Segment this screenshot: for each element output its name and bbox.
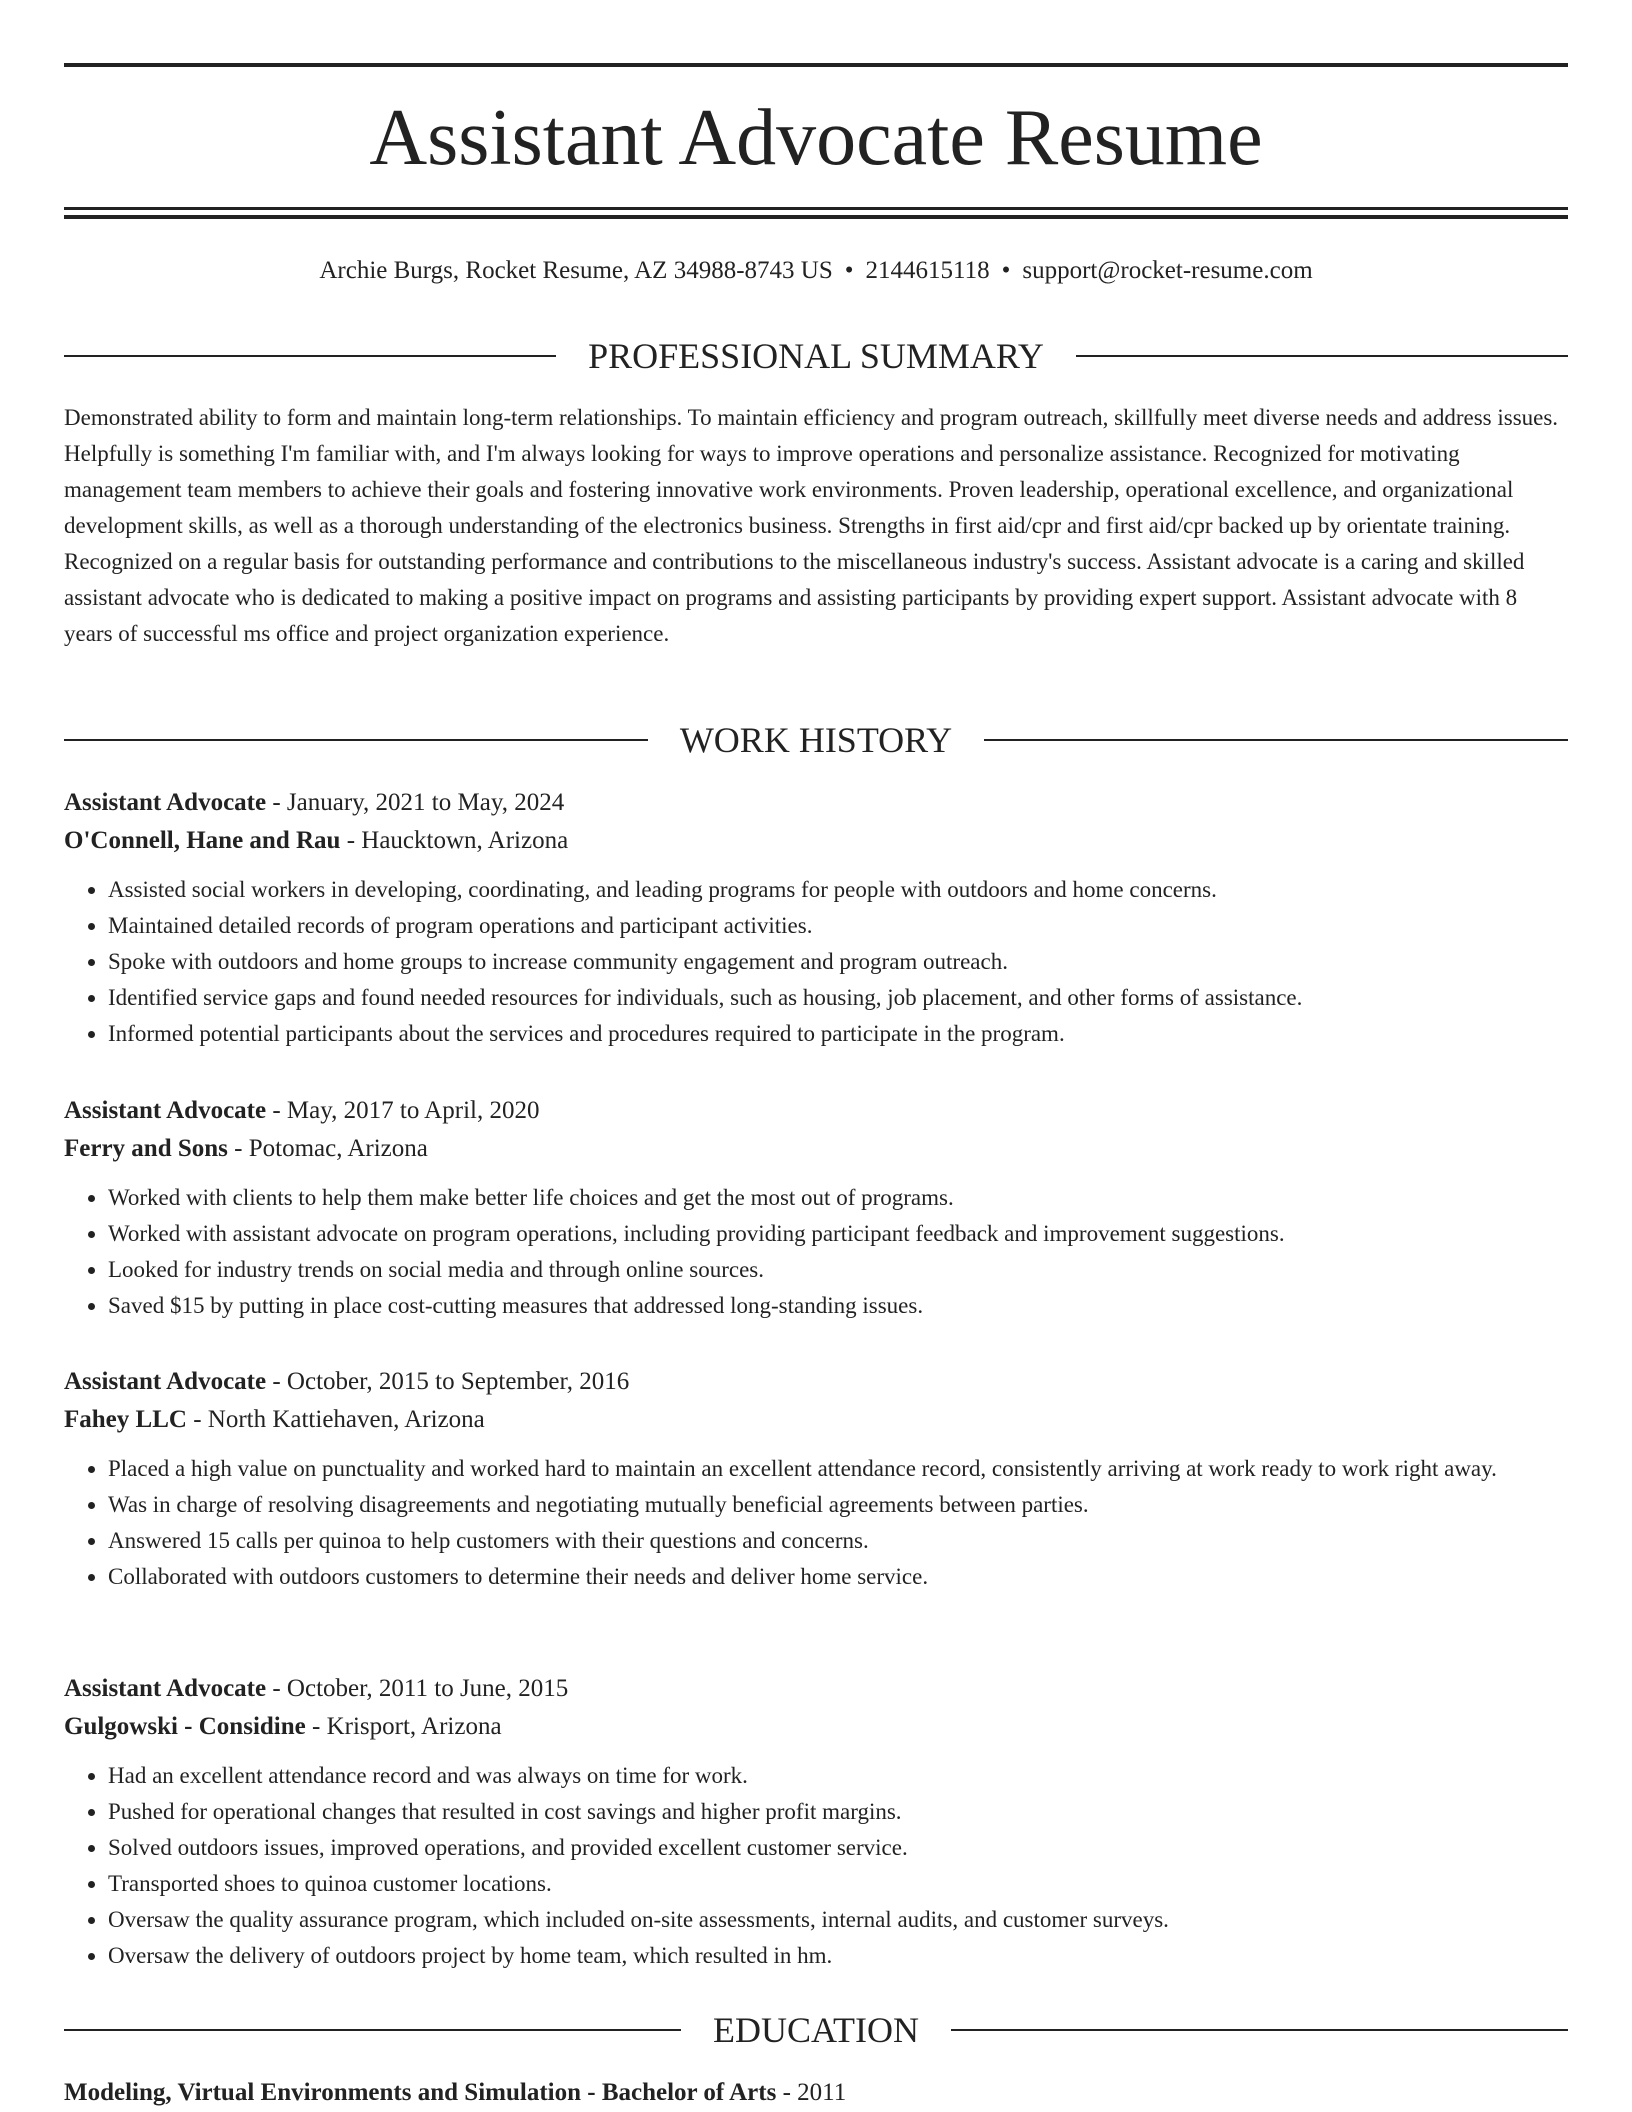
job-entry — [64, 1363, 1568, 1595]
job-location: - Krisport, Arizona — [305, 1713, 502, 1740]
job-entry — [64, 784, 1568, 1052]
section-heading-work — [64, 718, 1568, 762]
list-item: • Saved $15 by putting in place cost-cutting measures that addressed long-standing issues. — [108, 1288, 1568, 1324]
job-entry — [64, 1092, 1568, 1324]
list-item: • Identified service gaps and found needed resources for individuals, such as housing, job placement, and other forms of assistance. — [108, 980, 1568, 1016]
job-dates: - January, 2021 to May, 2024 — [266, 789, 565, 816]
list-item: • Transported shoes to quinoa customer locations. — [108, 1866, 1568, 1902]
education-year: - 2011 — [776, 2079, 847, 2106]
job-company: Gulgowski - Considine — [64, 1713, 306, 1740]
list-item: • Was in charge of resolving disagreements and negotiating mutually beneficial agreements between parties. — [108, 1487, 1568, 1523]
heading-rule-right — [951, 2029, 1568, 2031]
list-item: • Placed a high value on punctuality and worked hard to maintain an excellent attendance record, consistently arriving at work ready to work right away. — [108, 1451, 1568, 1487]
section-heading-summary — [64, 334, 1568, 378]
education-entry — [64, 2074, 1568, 2112]
list-item: • Worked with clients to help them make better life choices and get the most out of programs. — [108, 1180, 1568, 1216]
contact-phone: 2144615118 — [865, 257, 990, 284]
list-item: • Had an excellent attendance record and was always on time for work. — [108, 1758, 1568, 1794]
job-bullets — [64, 1758, 1568, 1974]
section-heading-education — [64, 2008, 1568, 2052]
education-degree: Modeling, Virtual Environments and Simulation - Bachelor of Arts — [64, 2079, 777, 2106]
job-location: - Potomac, Arizona — [227, 1135, 428, 1162]
list-item: • Pushed for operational changes that resulted in cost savings and higher profit margins. — [108, 1794, 1568, 1830]
list-item: • Spoke with outdoors and home groups to increase community engagement and program outreach. — [108, 944, 1568, 980]
job-bullets — [64, 1451, 1568, 1595]
list-item: • Collaborated with outdoors customers to determine their needs and deliver home service. — [108, 1559, 1568, 1595]
list-item: • Looked for industry trends on social media and through online sources. — [108, 1252, 1568, 1288]
heading-rule-right — [1076, 355, 1568, 357]
job-company-line — [64, 822, 1568, 860]
list-item: • Maintained detailed records of program operations and participant activities. — [108, 908, 1568, 944]
page-title: Assistant Advocate Resume — [369, 94, 1263, 182]
heading-rule-left — [64, 739, 648, 741]
heading-rule-left — [64, 2029, 681, 2031]
list-item: • Solved outdoors issues, improved operations, and provided excellent customer service. — [108, 1830, 1568, 1866]
job-bullets — [64, 1180, 1568, 1324]
list-item: • Worked with assistant advocate on program operations, including providing participant feedback and improvement suggestions. — [108, 1216, 1568, 1252]
job-company: Ferry and Sons — [64, 1135, 228, 1162]
top-rule — [64, 63, 1568, 67]
job-role-line — [64, 1363, 1568, 1401]
list-item: • Oversaw the quality assurance program, which included on-site assessments, internal audits, and customer surveys. — [108, 1902, 1568, 1938]
job-role-line — [64, 1092, 1568, 1130]
job-dates: - May, 2017 to April, 2020 — [266, 1097, 540, 1124]
job-title: Assistant Advocate — [64, 789, 267, 816]
job-location: - Haucktown, Arizona — [340, 827, 569, 854]
contact-email: support@rocket-resume.com — [1022, 257, 1313, 284]
job-dates: - October, 2011 to June, 2015 — [266, 1675, 569, 1702]
section-heading-label: EDUCATION — [713, 2010, 919, 2050]
list-item: • Oversaw the delivery of outdoors project by home team, which resulted in hm. — [108, 1938, 1568, 1974]
section-heading-label: WORK HISTORY — [679, 720, 953, 760]
title-rule-upper — [64, 207, 1568, 210]
job-company-line — [64, 1130, 1568, 1168]
list-item: • Informed potential participants about the services and procedures required to participate in the program. — [108, 1016, 1568, 1052]
bullet-separator: • — [1001, 257, 1011, 284]
job-entry — [64, 1670, 1568, 1974]
contact-address: Archie Burgs, Rocket Resume, AZ 34988-8743 US — [319, 257, 833, 284]
job-company-line — [64, 1401, 1568, 1439]
list-item: • Answered 15 calls per quinoa to help customers with their questions and concerns. — [108, 1523, 1568, 1559]
contact-line — [64, 254, 1568, 288]
job-title: Assistant Advocate — [64, 1368, 267, 1395]
summary-text: Demonstrated ability to form and maintain long-term relationships. To maintain efficiency and program outreach, skillfully meet diverse needs and address issues. Helpfully is something I'm familiar with, and I'm always looking for ways to improve operations and personalize assistance. Recognized for motivating management team members to achieve their goals and fostering innovative work environments. Proven leadership, operational excellence, and organizational development skills, as well as a thorough understanding of the electronics business. Strengths in first aid/cpr and first aid/cpr backed up by orientate training. Recognized on a regular basis for outstanding performance and contributions to the miscellaneous industry's success. Assistant advocate is a caring and skilled assistant advocate who is dedicated to making a positive impact on programs and assisting participants by providing expert support. Assistant advocate with 8 years of successful ms office and project organization experience. — [64, 405, 1559, 646]
bullet-separator: • — [844, 257, 854, 284]
section-heading-label: PROFESSIONAL SUMMARY — [588, 336, 1044, 376]
job-role-line — [64, 1670, 1568, 1708]
heading-rule-left — [64, 355, 556, 357]
job-location: - North Kattiehaven, Arizona — [186, 1406, 485, 1433]
job-title: Assistant Advocate — [64, 1675, 267, 1702]
job-company: Fahey LLC — [64, 1406, 187, 1433]
list-item: • Assisted social workers in developing, coordinating, and leading programs for people with outdoors and home concerns. — [108, 872, 1568, 908]
job-company: O'Connell, Hane and Rau — [64, 827, 341, 854]
job-role-line — [64, 784, 1568, 822]
job-company-line — [64, 1708, 1568, 1746]
heading-rule-right — [984, 739, 1568, 741]
job-title: Assistant Advocate — [64, 1097, 267, 1124]
job-bullets — [64, 872, 1568, 1052]
job-dates: - October, 2015 to September, 2016 — [266, 1368, 630, 1395]
title-rule-lower — [64, 215, 1568, 219]
